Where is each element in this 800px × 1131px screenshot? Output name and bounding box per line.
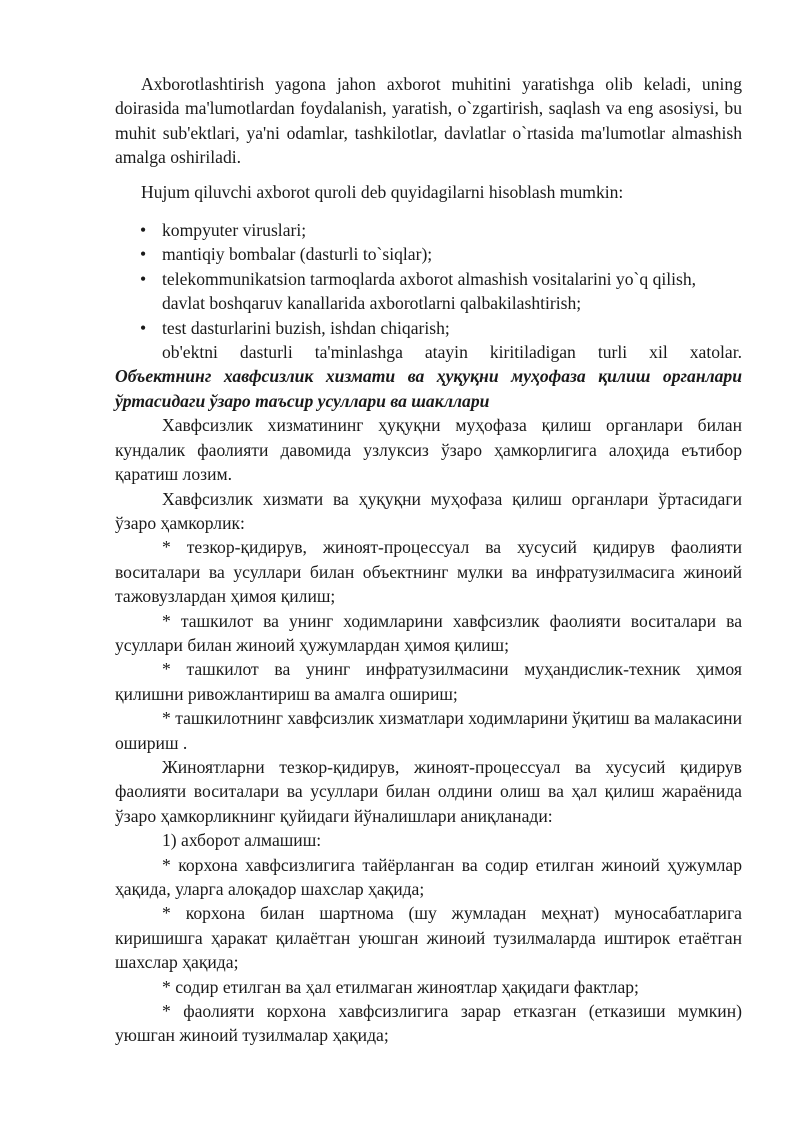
bullet-list [115, 218, 742, 340]
paragraph-cyrillic: Хавфсизлик хизматининг ҳуқуқни муҳофаза қилиш органлари билан кундалик фаолияти давомида узлуксиз ўзаро ҳамкорлигига алоҳида еътибор қаратиш лозим. [115, 415, 742, 485]
paragraph-cyrillic: * содир етилган ва ҳал етилмаган жиноятлар ҳақидаги фактлар; [162, 976, 639, 997]
section-heading: Объектнинг хавфсизлик хизмати ва ҳуқуқни муҳофаза қилиш органлари ўртасидаги ўзаро таъсир усуллари ва шакллари [115, 366, 742, 411]
list-item: • telekommunikatsion tarmoqlarda axborot almashish vositalarini yo`q qilish, davlat boshqaruv kanallarida axborotlarni qalbakilashtirish; [140, 268, 697, 314]
paragraph-cyrillic: * ташкилот ва унинг ходимларини хавфсизлик фаолияти воситалари ва усуллари билан жиноий ҳужумлардан ҳимоя қилиш; [115, 610, 742, 655]
list-item: • kompyuter viruslari; [162, 218, 742, 242]
paragraph-cyrillic: * корхона билан шартнома (шу жумладан меҳнат) муносабатларига киришишга ҳаракат қилаётган уюшган жиноий тузилмаларда иштирок етаётган шахслар ҳақида; [115, 903, 742, 973]
paragraph-cyrillic: 1) ахборот алмашиш: [162, 830, 322, 851]
paragraph-cyrillic: * ташкилотнинг хавфсизлик хизматлари ходимларини ўқитиш ва малакасини ошириш . [115, 708, 742, 753]
paragraph-offensive-weapons-intro: Hujum qiluvchi axborot quroli deb quyidagilarni hisoblash mumkin: [141, 181, 624, 202]
paragraph-cyrillic: * фаолияти корхона хавфсизлигига зарар етказган (етказиши мумкин) уюшган жиноий тузилмалар ҳақида; [115, 1001, 742, 1046]
paragraph-informatization: Axborotlashtirish yagona jahon axborot muhitini yaratishga olib keladi, uning doirasida ma'lumotlardan foydalanish, yaratish, o`zgartirish, saqlash va eng asosiysi, bu muhit sub'ektlari, ya'ni odamlar, tashkilotlar, davlatlar o`rtasida ma'lumotlar almashish amalga oshiriladi. [115, 74, 742, 168]
bullet-icon: • [140, 244, 147, 265]
list-item: • mantiqiy bombalar (dasturli to`siqlar); [162, 242, 742, 266]
document-page [115, 72, 742, 1048]
paragraph-cyrillic: Хавфсизлик хизмати ва ҳуқуқни муҳофаза қилиш органлари ўртасидаги ўзаро ҳамкорлик: [115, 488, 742, 533]
bullet-icon: • [140, 220, 147, 241]
bullet-icon: • [140, 317, 147, 338]
list-item: • test dasturlarini buzish, ishdan chiqarish; [162, 316, 742, 340]
paragraph-cyrillic: * корхона хавфсизлигига тайёрланган ва содир етилган жиноий ҳужумлар ҳақида, уларга алоқадор шахслар ҳақида; [115, 854, 742, 899]
bullet-icon: • [140, 268, 147, 289]
paragraph-tail-line: ob'ektni dasturli ta'minlashga atayin kiritiladigan turli xil xatolar. [162, 342, 742, 363]
paragraph-cyrillic: * ташкилот ва унинг инфратузилмасини муҳандислик-техник ҳимоя қилишни ривожлантириш ва амалга ошириш; [115, 659, 742, 704]
paragraph-cyrillic: Жиноятларни тезкор-қидирув, жиноят-процессуал ва хусусий қидирув фаолияти воситалари ва усуллари билан олдини олиш ва ҳал қилиш жараёнида ўзаро ҳамкорликнинг қуйидаги йўналишлари аниқланади: [115, 756, 742, 826]
paragraph-cyrillic: * тезкор-қидирув, жиноят-процессуал ва хусусий қидирув фаолияти воситалари ва усуллари билан объектнинг мулки ва инфратузилмасига жиноий тажовузлардан ҳимоя қилиш; [115, 537, 742, 607]
